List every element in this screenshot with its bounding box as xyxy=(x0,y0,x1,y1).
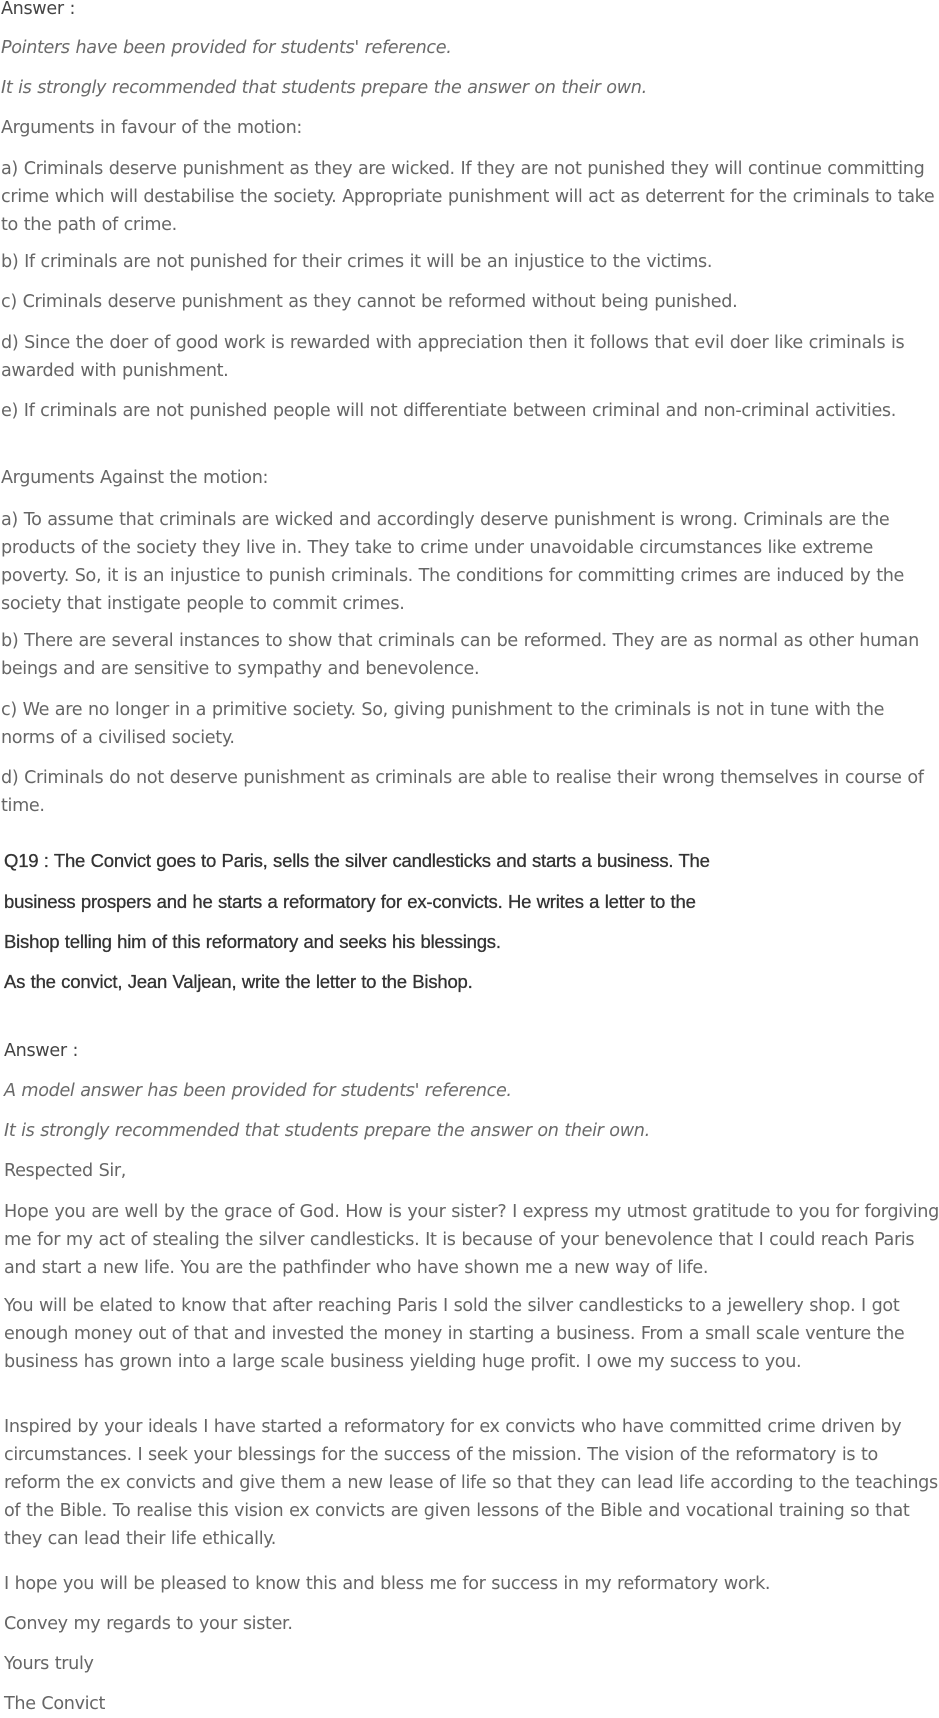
letter-paragraph: Inspired by your ideals I have started a reformatory for ex convicts who have committed crime driven by circumstances. I seek your blessings for the success of the mission. The vision of the reformatory is to reform the ex convicts and give them a new lease of life so that they can lead life according to the teachings of the Bible. To realise this vision ex convicts are given lessons of the Bible and vocational training so that they can lead their life ethically. xyxy=(4,1417,938,1549)
favour-point: a) Criminals deserve punishment as they are wicked. If they are not punished they will continue committing crime which will destabilise the society. Appropriate punishment will act as deterrent for the criminals to take to the path of crime. xyxy=(1,159,935,235)
letter-paragraph: You will be elated to know that after reaching Paris I sold the silver candlesticks to a jewellery shop. I got enough money out of that and invested the money in starting a business. From a small scale venture the business has grown into a large scale business yielding huge profit. I owe my success to you. xyxy=(4,1296,905,1372)
question-19-line: As the convict, Jean Valjean, write the letter to the Bishop. xyxy=(4,971,473,992)
favour-point: e) If criminals are not punished people will not differentiate between criminal and non-criminal activities. xyxy=(1,401,896,421)
reference-note: A model answer has been provided for students' reference. xyxy=(4,1081,512,1101)
letter-closing: Yours truly xyxy=(4,1654,94,1674)
against-point: a) To assume that criminals are wicked and accordingly deserve punishment is wrong. Criminals are the products of the society they live in. They take to crime under unavoidable circumstances like extreme poverty. So, it is an injustice to punish criminals. The conditions for committing crimes are induced by the society that instigate people to commit crimes. xyxy=(1,510,905,614)
reference-note: Pointers have been provided for students' reference. xyxy=(1,38,452,58)
favour-point: b) If criminals are not punished for their crimes it will be an injustice to the victims. xyxy=(1,252,713,272)
against-heading: Arguments Against the motion: xyxy=(1,468,269,488)
question-19-line: business prospers and he starts a reformatory for ex-convicts. He writes a letter to the xyxy=(4,891,696,912)
question-19-line: Bishop telling him of this reformatory and seeks his blessings. xyxy=(4,931,501,952)
favour-point: d) Since the doer of good work is rewarded with appreciation then it follows that evil doer like criminals is awarded with punishment. xyxy=(1,333,905,381)
letter-paragraph: Hope you are well by the grace of God. How is your sister? I express my utmost gratitude to you for forgiving me for my act of stealing the silver candlesticks. It is because of your benevolence that I could reach Paris and start a new life. You are the pathfinder who have shown me a new way of life. xyxy=(4,1202,939,1278)
favour-heading: Arguments in favour of the motion: xyxy=(1,118,302,138)
letter-salutation: Respected Sir, xyxy=(4,1161,127,1181)
against-point: b) There are several instances to show that criminals can be reformed. They are as normal as other human beings and are sensitive to sympathy and benevolence. xyxy=(1,631,919,679)
against-point: d) Criminals do not deserve punishment as criminals are able to realise their wrong themselves in course of time. xyxy=(1,768,924,816)
answer-label: Answer : xyxy=(1,0,76,19)
favour-point: c) Criminals deserve punishment as they cannot be reformed without being punished. xyxy=(1,292,738,312)
letter-paragraph: I hope you will be pleased to know this and bless me for success in my reformatory work. xyxy=(4,1574,771,1594)
against-point: c) We are no longer in a primitive society. So, giving punishment to the criminals is not in tune with the norms of a civilised society. xyxy=(1,700,885,748)
letter-paragraph: Convey my regards to your sister. xyxy=(4,1614,293,1634)
question-19-line: Q19 : The Convict goes to Paris, sells the silver candlesticks and starts a business. The xyxy=(4,850,710,871)
letter-signature: The Convict xyxy=(4,1694,106,1714)
recommendation-note: It is strongly recommended that students prepare the answer on their own. xyxy=(4,1121,650,1141)
answer-label: Answer : xyxy=(4,1041,79,1061)
recommendation-note: It is strongly recommended that students prepare the answer on their own. xyxy=(1,78,647,98)
